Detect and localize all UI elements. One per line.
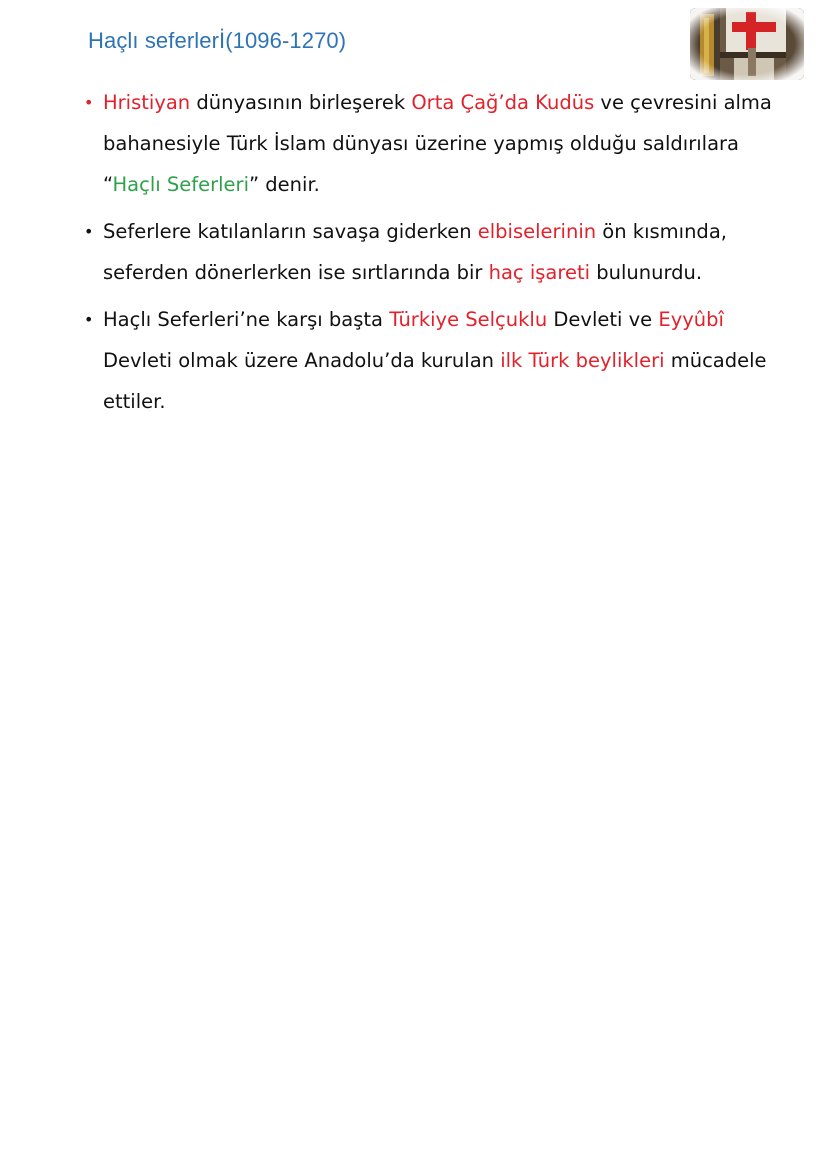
- highlight-elbiselerinin: elbiselerinin: [477, 220, 597, 243]
- text-segment: dünyasının birleşerek: [190, 91, 412, 114]
- highlight-eyyubi: Eyyûbî: [658, 308, 724, 331]
- bullet-list: [84, 82, 794, 428]
- crusader-image-icon: [690, 8, 804, 80]
- page-title: Haçlı seferlerİ(1096-1270): [88, 28, 347, 53]
- highlight-ilk-turk-beylikleri: ilk Türk beylikleri: [500, 349, 665, 372]
- crusader-knight-image: [690, 8, 804, 80]
- text-segment: Devleti olmak üzere Anadolu’da kurulan: [103, 349, 501, 372]
- highlight-turkiye-selcuklu: Türkiye Selçuklu: [389, 308, 548, 331]
- highlight-orta-cag-kudus: Orta Çağ’da Kudüs: [411, 91, 595, 114]
- text-segment: bulunurdu.: [590, 261, 703, 284]
- highlight-hacli-seferleri: Haçlı Seferleri: [112, 173, 249, 196]
- bullet-item-2: [84, 211, 794, 293]
- text-segment: ” denir.: [249, 173, 320, 196]
- text-segment: ve çevresini alma bahanesiyle Türk İslam dünyası üzerine yapmış olduğu saldırılara “: [103, 91, 772, 196]
- text-segment: ön kısmında, seferden dönerlerken ise sırtlarında bir: [103, 220, 727, 284]
- highlight-hristiyan: Hristiyan: [103, 91, 191, 114]
- bullet-dot: •: [84, 222, 94, 241]
- bullet-item-3: [84, 299, 794, 422]
- text-segment: Seferlere katılanların savaşa giderken: [103, 220, 478, 243]
- text-segment: mücadele ettiler.: [103, 349, 767, 413]
- text-segment: Haçlı Seferleri’ne karşı başta: [103, 308, 390, 331]
- highlight-hac-isareti: haç işareti: [488, 261, 591, 284]
- text-segment: Devleti ve: [547, 308, 659, 331]
- bullet-dot: •: [84, 310, 94, 329]
- bullet-item-1: [84, 82, 794, 205]
- bullet-dot: •: [84, 93, 94, 112]
